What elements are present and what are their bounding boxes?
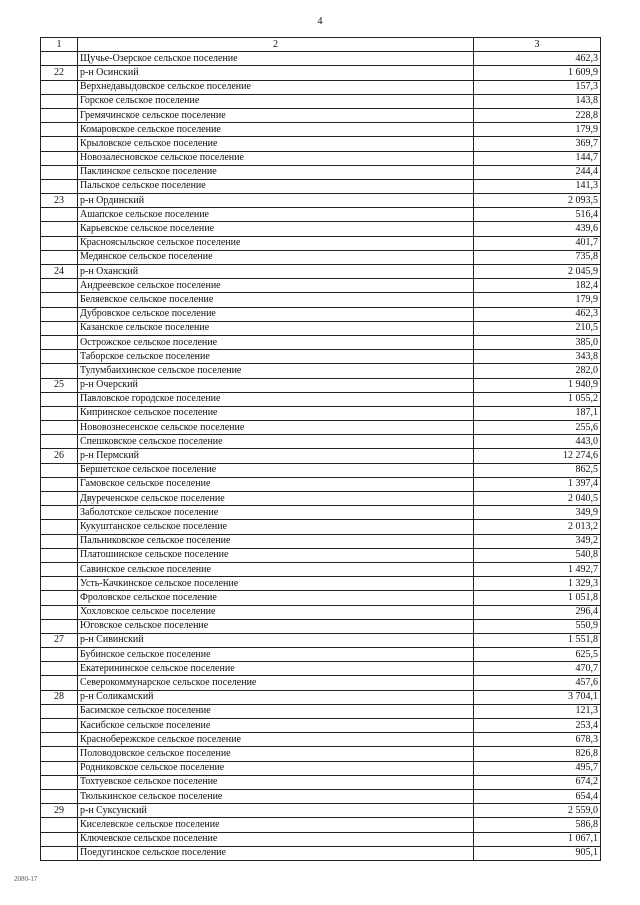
- row-number: [41, 222, 78, 236]
- row-name: р-н Сивинский: [78, 633, 474, 647]
- table-row: [41, 449, 601, 463]
- row-value: 439,6: [474, 222, 601, 236]
- row-number: [41, 846, 78, 860]
- row-value: 157,3: [474, 80, 601, 94]
- row-value: 2 040,5: [474, 492, 601, 506]
- row-value: 1 609,9: [474, 66, 601, 80]
- row-name: Фроловское сельское поселение: [78, 591, 474, 605]
- row-name: р-н Суксунский: [78, 804, 474, 818]
- table-row: [41, 818, 601, 832]
- row-value: 179,9: [474, 293, 601, 307]
- row-name: Новозалесновское сельское поселение: [78, 151, 474, 165]
- table-row: [41, 293, 601, 307]
- table-row: [41, 832, 601, 846]
- row-number: [41, 818, 78, 832]
- row-value: 401,7: [474, 236, 601, 250]
- table-row: [41, 435, 601, 449]
- row-number: [41, 605, 78, 619]
- row-value: 228,8: [474, 108, 601, 122]
- row-name: Пальское сельское поселение: [78, 179, 474, 193]
- row-value: 343,8: [474, 350, 601, 364]
- row-value: 862,5: [474, 463, 601, 477]
- row-name: Паклинское сельское поселение: [78, 165, 474, 179]
- row-number: [41, 350, 78, 364]
- table-row: [41, 80, 601, 94]
- row-number: [41, 151, 78, 165]
- row-number: 22: [41, 66, 78, 80]
- row-number: [41, 662, 78, 676]
- row-number: [41, 761, 78, 775]
- row-value: 144,7: [474, 151, 601, 165]
- row-value: 141,3: [474, 179, 601, 193]
- row-value: 253,4: [474, 719, 601, 733]
- row-number: 28: [41, 690, 78, 704]
- row-number: [41, 165, 78, 179]
- row-name: Пальниковское сельское поселение: [78, 534, 474, 548]
- table-row: [41, 506, 601, 520]
- table-row: [41, 222, 601, 236]
- row-number: [41, 279, 78, 293]
- column-header-1: 1: [41, 38, 78, 52]
- table-row: [41, 123, 601, 137]
- row-value: 1 940,9: [474, 378, 601, 392]
- row-number: [41, 775, 78, 789]
- table-row: [41, 534, 601, 548]
- row-value: 470,7: [474, 662, 601, 676]
- row-name: Гремячинское сельское поселение: [78, 108, 474, 122]
- table-row: [41, 66, 601, 80]
- table-row: [41, 108, 601, 122]
- row-number: 25: [41, 378, 78, 392]
- row-number: [41, 435, 78, 449]
- row-number: [41, 123, 78, 137]
- table-row: [41, 562, 601, 576]
- row-name: Павловское городское поселение: [78, 392, 474, 406]
- row-name: Юговское сельское поселение: [78, 619, 474, 633]
- table-row: [41, 662, 601, 676]
- row-name: Гамовское сельское поселение: [78, 477, 474, 491]
- row-name: Андреевское сельское поселение: [78, 279, 474, 293]
- row-value: 12 274,6: [474, 449, 601, 463]
- row-value: 540,8: [474, 548, 601, 562]
- table-row: [41, 733, 601, 747]
- row-value: 2 559,0: [474, 804, 601, 818]
- table-header-row: [41, 38, 601, 52]
- row-value: 282,0: [474, 364, 601, 378]
- row-number: [41, 520, 78, 534]
- row-number: [41, 293, 78, 307]
- row-number: [41, 619, 78, 633]
- row-value: 1 051,8: [474, 591, 601, 605]
- table-row: [41, 605, 601, 619]
- table-row: [41, 704, 601, 718]
- table-row: [41, 194, 601, 208]
- table-row: [41, 477, 601, 491]
- row-value: 495,7: [474, 761, 601, 775]
- row-name: Щучье-Озерское сельское поселение: [78, 52, 474, 66]
- row-name: Тулумбаихинское сельское поселение: [78, 364, 474, 378]
- row-number: [41, 364, 78, 378]
- row-name: Тюлькинское сельское поселение: [78, 789, 474, 803]
- table-row: [41, 463, 601, 477]
- row-name: Бубинское сельское поселение: [78, 648, 474, 662]
- table-row: [41, 165, 601, 179]
- table-row: [41, 789, 601, 803]
- table-row: [41, 265, 601, 279]
- row-number: [41, 562, 78, 576]
- table-row: [41, 690, 601, 704]
- table-row: [41, 577, 601, 591]
- row-number: [41, 492, 78, 506]
- row-number: 27: [41, 633, 78, 647]
- footer-code: 2080-17: [14, 875, 38, 883]
- row-name: Усть-Качкинское сельское поселение: [78, 577, 474, 591]
- table-row: [41, 619, 601, 633]
- row-value: 2 013,2: [474, 520, 601, 534]
- row-number: [41, 789, 78, 803]
- row-value: 1 055,2: [474, 392, 601, 406]
- table-row: [41, 392, 601, 406]
- page-number: 4: [317, 16, 323, 27]
- row-value: 1 067,1: [474, 832, 601, 846]
- row-number: [41, 591, 78, 605]
- row-name: Екатерининское сельское поселение: [78, 662, 474, 676]
- row-number: [41, 534, 78, 548]
- row-name: Таборское сельское поселение: [78, 350, 474, 364]
- row-value: 210,5: [474, 321, 601, 335]
- table-row: [41, 648, 601, 662]
- row-name: р-н Оханский: [78, 265, 474, 279]
- table-row: [41, 364, 601, 378]
- row-number: [41, 137, 78, 151]
- table-body: [41, 52, 601, 861]
- row-value: 121,3: [474, 704, 601, 718]
- row-value: 443,0: [474, 435, 601, 449]
- table-row: [41, 208, 601, 222]
- row-name: р-н Осинский: [78, 66, 474, 80]
- row-value: 457,6: [474, 676, 601, 690]
- row-number: [41, 392, 78, 406]
- table-row: [41, 378, 601, 392]
- row-name: Ключевское сельское поселение: [78, 832, 474, 846]
- row-number: [41, 747, 78, 761]
- column-header-3: 3: [474, 38, 601, 52]
- row-value: 2 045,9: [474, 265, 601, 279]
- row-name: Северокоммунарское сельское поселение: [78, 676, 474, 690]
- row-value: 349,2: [474, 534, 601, 548]
- table-row: [41, 747, 601, 761]
- row-name: Карьевское сельское поселение: [78, 222, 474, 236]
- row-number: [41, 506, 78, 520]
- table-row: [41, 250, 601, 264]
- row-value: 625,5: [474, 648, 601, 662]
- row-name: р-н Пермский: [78, 449, 474, 463]
- row-value: 143,8: [474, 94, 601, 108]
- row-number: [41, 250, 78, 264]
- row-name: Ашапское сельское поселение: [78, 208, 474, 222]
- row-name: Платошинское сельское поселение: [78, 548, 474, 562]
- row-value: 369,7: [474, 137, 601, 151]
- budget-table: [40, 37, 601, 861]
- table-row: [41, 761, 601, 775]
- row-number: [41, 577, 78, 591]
- row-number: [41, 335, 78, 349]
- column-header-2: 2: [78, 38, 474, 52]
- row-name: Заболотское сельское поселение: [78, 506, 474, 520]
- row-number: [41, 733, 78, 747]
- row-number: [41, 463, 78, 477]
- table-row: [41, 520, 601, 534]
- row-number: [41, 307, 78, 321]
- row-value: 586,8: [474, 818, 601, 832]
- row-value: 735,8: [474, 250, 601, 264]
- table-row: [41, 804, 601, 818]
- row-value: 385,0: [474, 335, 601, 349]
- row-value: 674,2: [474, 775, 601, 789]
- row-number: [41, 208, 78, 222]
- table-row: [41, 321, 601, 335]
- row-value: 187,1: [474, 406, 601, 420]
- row-name: Горское сельское поселение: [78, 94, 474, 108]
- row-name: Касибское сельское поселение: [78, 719, 474, 733]
- row-value: 1 492,7: [474, 562, 601, 576]
- row-number: [41, 832, 78, 846]
- row-number: [41, 406, 78, 420]
- row-number: 24: [41, 265, 78, 279]
- table-row: [41, 236, 601, 250]
- row-value: 654,4: [474, 789, 601, 803]
- row-value: 462,3: [474, 52, 601, 66]
- row-value: 182,4: [474, 279, 601, 293]
- table-row: [41, 633, 601, 647]
- row-value: 244,4: [474, 165, 601, 179]
- row-name: Поедугинское сельское поселение: [78, 846, 474, 860]
- row-name: Комаровское сельское поселение: [78, 123, 474, 137]
- row-number: [41, 94, 78, 108]
- row-number: [41, 548, 78, 562]
- row-name: Двуреченское сельское поселение: [78, 492, 474, 506]
- row-name: Савинское сельское поселение: [78, 562, 474, 576]
- row-number: 23: [41, 194, 78, 208]
- row-value: 462,3: [474, 307, 601, 321]
- row-name: Бершетское сельское поселение: [78, 463, 474, 477]
- row-name: р-н Очерский: [78, 378, 474, 392]
- row-number: [41, 321, 78, 335]
- table-row: [41, 719, 601, 733]
- row-value: 2 093,5: [474, 194, 601, 208]
- row-name: Басимское сельское поселение: [78, 704, 474, 718]
- row-name: Медянское сельское поселение: [78, 250, 474, 264]
- row-name: Кипринское сельское поселение: [78, 406, 474, 420]
- row-value: 3 704,1: [474, 690, 601, 704]
- row-name: Нововознесенское сельское поселение: [78, 421, 474, 435]
- row-name: Беляевское сельское поселение: [78, 293, 474, 307]
- table-row: [41, 307, 601, 321]
- row-name: Красноясыльское сельское поселение: [78, 236, 474, 250]
- row-value: 1 329,3: [474, 577, 601, 591]
- table-row: [41, 846, 601, 860]
- row-name: Дубровское сельское поселение: [78, 307, 474, 321]
- row-value: 516,4: [474, 208, 601, 222]
- row-name: Казанское сельское поселение: [78, 321, 474, 335]
- row-value: 179,9: [474, 123, 601, 137]
- row-value: 255,6: [474, 421, 601, 435]
- table-row: [41, 421, 601, 435]
- table-row: [41, 406, 601, 420]
- table-row: [41, 279, 601, 293]
- row-name: Родниковское сельское поселение: [78, 761, 474, 775]
- row-number: [41, 719, 78, 733]
- table-row: [41, 179, 601, 193]
- row-name: р-н Ординский: [78, 194, 474, 208]
- row-number: [41, 421, 78, 435]
- row-value: 550,9: [474, 619, 601, 633]
- row-number: 29: [41, 804, 78, 818]
- row-name: Киселевское сельское поселение: [78, 818, 474, 832]
- row-name: р-н Соликамский: [78, 690, 474, 704]
- row-name: Спешковское сельское поселение: [78, 435, 474, 449]
- row-name: Тохтуевское сельское поселение: [78, 775, 474, 789]
- row-number: [41, 80, 78, 94]
- row-name: Краснобережское сельское поселение: [78, 733, 474, 747]
- row-number: [41, 648, 78, 662]
- row-name: Кукуштанское сельское поселение: [78, 520, 474, 534]
- row-name: Хохловское сельское поселение: [78, 605, 474, 619]
- row-name: Верхнедавыдовское сельское поселение: [78, 80, 474, 94]
- table-row: [41, 492, 601, 506]
- row-number: [41, 676, 78, 690]
- table-row: [41, 52, 601, 66]
- row-name: Острожское сельское поселение: [78, 335, 474, 349]
- row-value: 1 551,8: [474, 633, 601, 647]
- table-row: [41, 151, 601, 165]
- table-row: [41, 676, 601, 690]
- row-number: [41, 477, 78, 491]
- row-number: [41, 108, 78, 122]
- row-number: [41, 236, 78, 250]
- row-value: 678,3: [474, 733, 601, 747]
- row-name: Половодовское сельское поселение: [78, 747, 474, 761]
- table-row: [41, 137, 601, 151]
- table-row: [41, 775, 601, 789]
- row-number: 26: [41, 449, 78, 463]
- row-value: 1 397,4: [474, 477, 601, 491]
- row-number: [41, 704, 78, 718]
- row-value: 826,8: [474, 747, 601, 761]
- row-name: Крыловское сельское поселение: [78, 137, 474, 151]
- table-row: [41, 591, 601, 605]
- row-value: 296,4: [474, 605, 601, 619]
- row-number: [41, 179, 78, 193]
- table-row: [41, 94, 601, 108]
- row-value: 349,9: [474, 506, 601, 520]
- row-value: 905,1: [474, 846, 601, 860]
- row-number: [41, 52, 78, 66]
- table-row: [41, 350, 601, 364]
- table-row: [41, 335, 601, 349]
- table-row: [41, 548, 601, 562]
